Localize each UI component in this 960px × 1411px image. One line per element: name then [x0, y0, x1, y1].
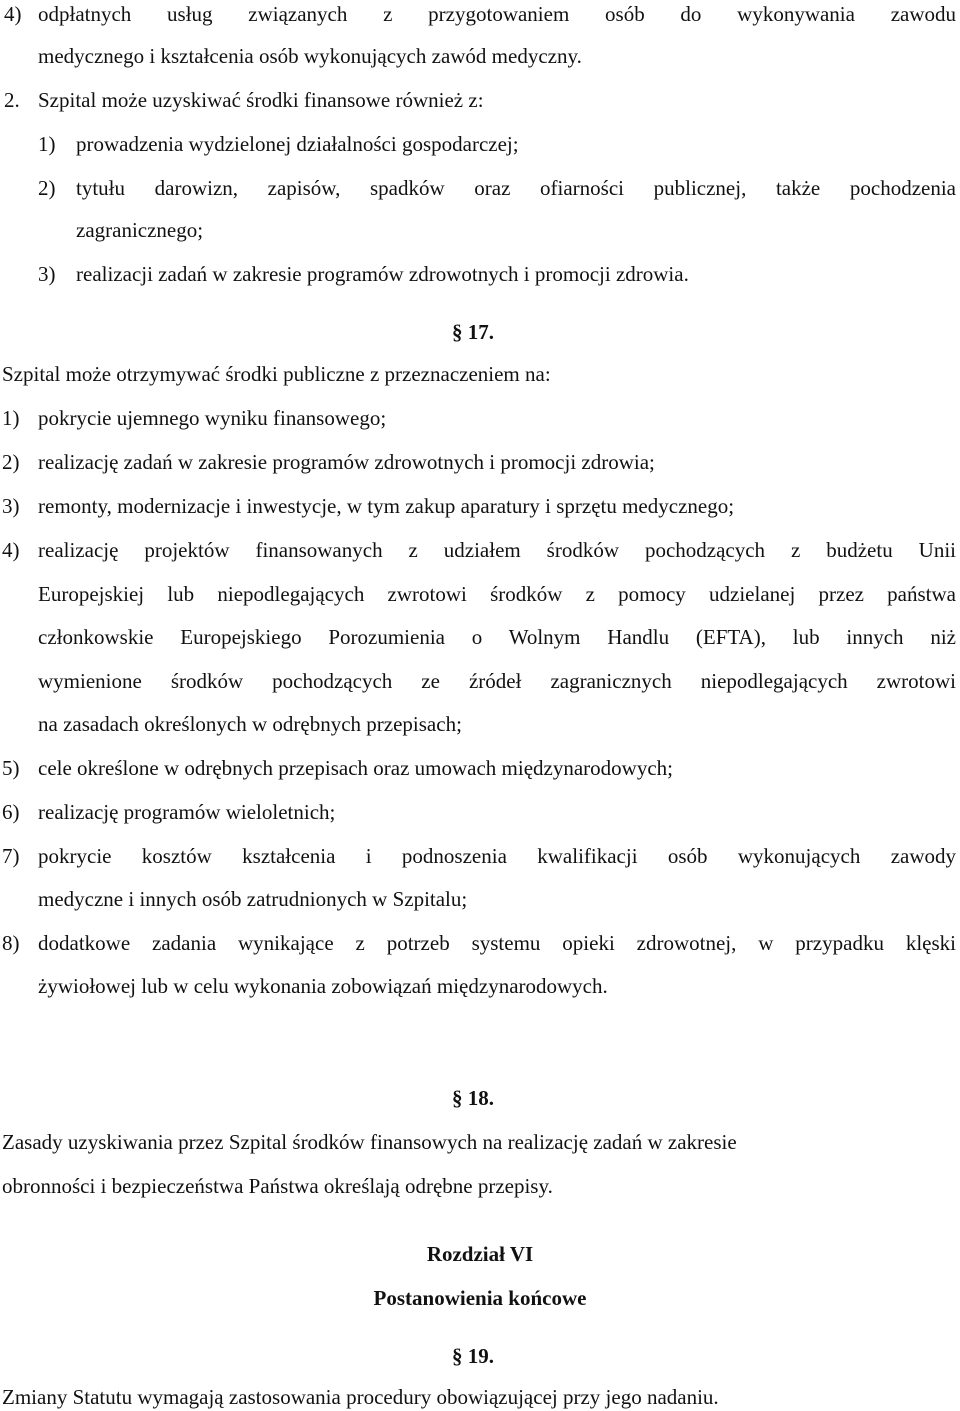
list-item: dodatkowe zadania wynikające z potrzeb systemu opieki zdrowotnej, w przypadku klęski: [38, 931, 956, 955]
list-item-continuation: zagranicznego;: [76, 218, 204, 242]
list-number: 7): [2, 844, 20, 868]
list-item: remonty, modernizacje i inwestycje, w tym zakup aparatury i sprzętu medycznego;: [38, 494, 735, 518]
paragraph-line: Zmiany Statutu wymagają zastosowania procedury obowiązującej przy jego nadaniu.: [2, 1385, 719, 1409]
list-number: 2): [2, 450, 20, 474]
list-number: 4): [2, 538, 20, 562]
list-number: 6): [2, 800, 20, 824]
paragraph-line: Szpital może uzyskiwać środki finansowe również z:: [38, 88, 484, 112]
list-number: 2): [38, 176, 56, 200]
list-number: 8): [2, 931, 20, 955]
list-item-continuation: Europejskiej lub niepodlegających zwrotowi środków z pomocy udzielanej przez państwa: [38, 582, 956, 606]
chapter-subtitle: Postanowienia końcowe: [373, 1286, 587, 1310]
list-item: pokrycie kosztów kształcenia i podnoszenia kwalifikacji osób wykonujących zawody: [38, 844, 956, 868]
point-number: 2.: [4, 88, 20, 112]
paragraph-line: odpłatnych usług związanych z przygotowaniem osób do wykonywania zawodu: [38, 2, 956, 26]
list-item: realizację programów wieloletnich;: [38, 800, 336, 824]
list-number: 3): [2, 494, 20, 518]
section-mark: § 18.: [452, 1086, 494, 1110]
section-mark: § 19.: [452, 1344, 494, 1368]
list-number: 1): [2, 406, 20, 430]
list-item-continuation: członkowskie Europejskiego Porozumienia o Wolnym Handlu (EFTA), lub innych niż: [38, 625, 956, 649]
list-item: tytułu darowizn, zapisów, spadków oraz ofiarności publicznej, także pochodzenia: [76, 176, 956, 200]
list-item-continuation: medyczne i innych osób zatrudnionych w Szpitalu;: [38, 887, 468, 911]
paragraph-line: Zasady uzyskiwania przez Szpital środków finansowych na realizację zadań w zakresie: [2, 1130, 737, 1154]
list-item: cele określone w odrębnych przepisach oraz umowach międzynarodowych;: [38, 756, 673, 780]
section-intro: Szpital może otrzymywać środki publiczne z przeznaczeniem na:: [2, 362, 551, 386]
list-number: 3): [38, 262, 56, 286]
list-number: 1): [38, 132, 56, 156]
paragraph-line: medycznego i kształcenia osób wykonujących zawód medyczny.: [38, 44, 582, 68]
list-item: pokrycie ujemnego wyniku finansowego;: [38, 406, 387, 430]
list-item-continuation: na zasadach określonych w odrębnych przepisach;: [38, 712, 462, 736]
list-item: prowadzenia wydzielonej działalności gospodarczej;: [76, 132, 519, 156]
list-item: realizacji zadań w zakresie programów zdrowotnych i promocji zdrowia.: [76, 262, 689, 286]
list-item-continuation: żywiołowej lub w celu wykonania zobowiązań międzynarodowych.: [38, 974, 608, 998]
paragraph-line: obronności i bezpieczeństwa Państwa określają odrębne przepisy.: [2, 1174, 553, 1198]
list-item: realizację zadań w zakresie programów zdrowotnych i promocji zdrowia;: [38, 450, 655, 474]
list-number: 4): [4, 2, 22, 26]
chapter-title: Rozdział VI: [426, 1242, 534, 1266]
list-item: realizację projektów finansowanych z udziałem środków pochodzących z budżetu Unii: [38, 538, 956, 562]
section-mark: § 17.: [452, 320, 494, 344]
list-number: 5): [2, 756, 20, 780]
list-item-continuation: wymienione środków pochodzących ze źródeł zagranicznych niepodlegających zwrotowi: [38, 669, 956, 693]
